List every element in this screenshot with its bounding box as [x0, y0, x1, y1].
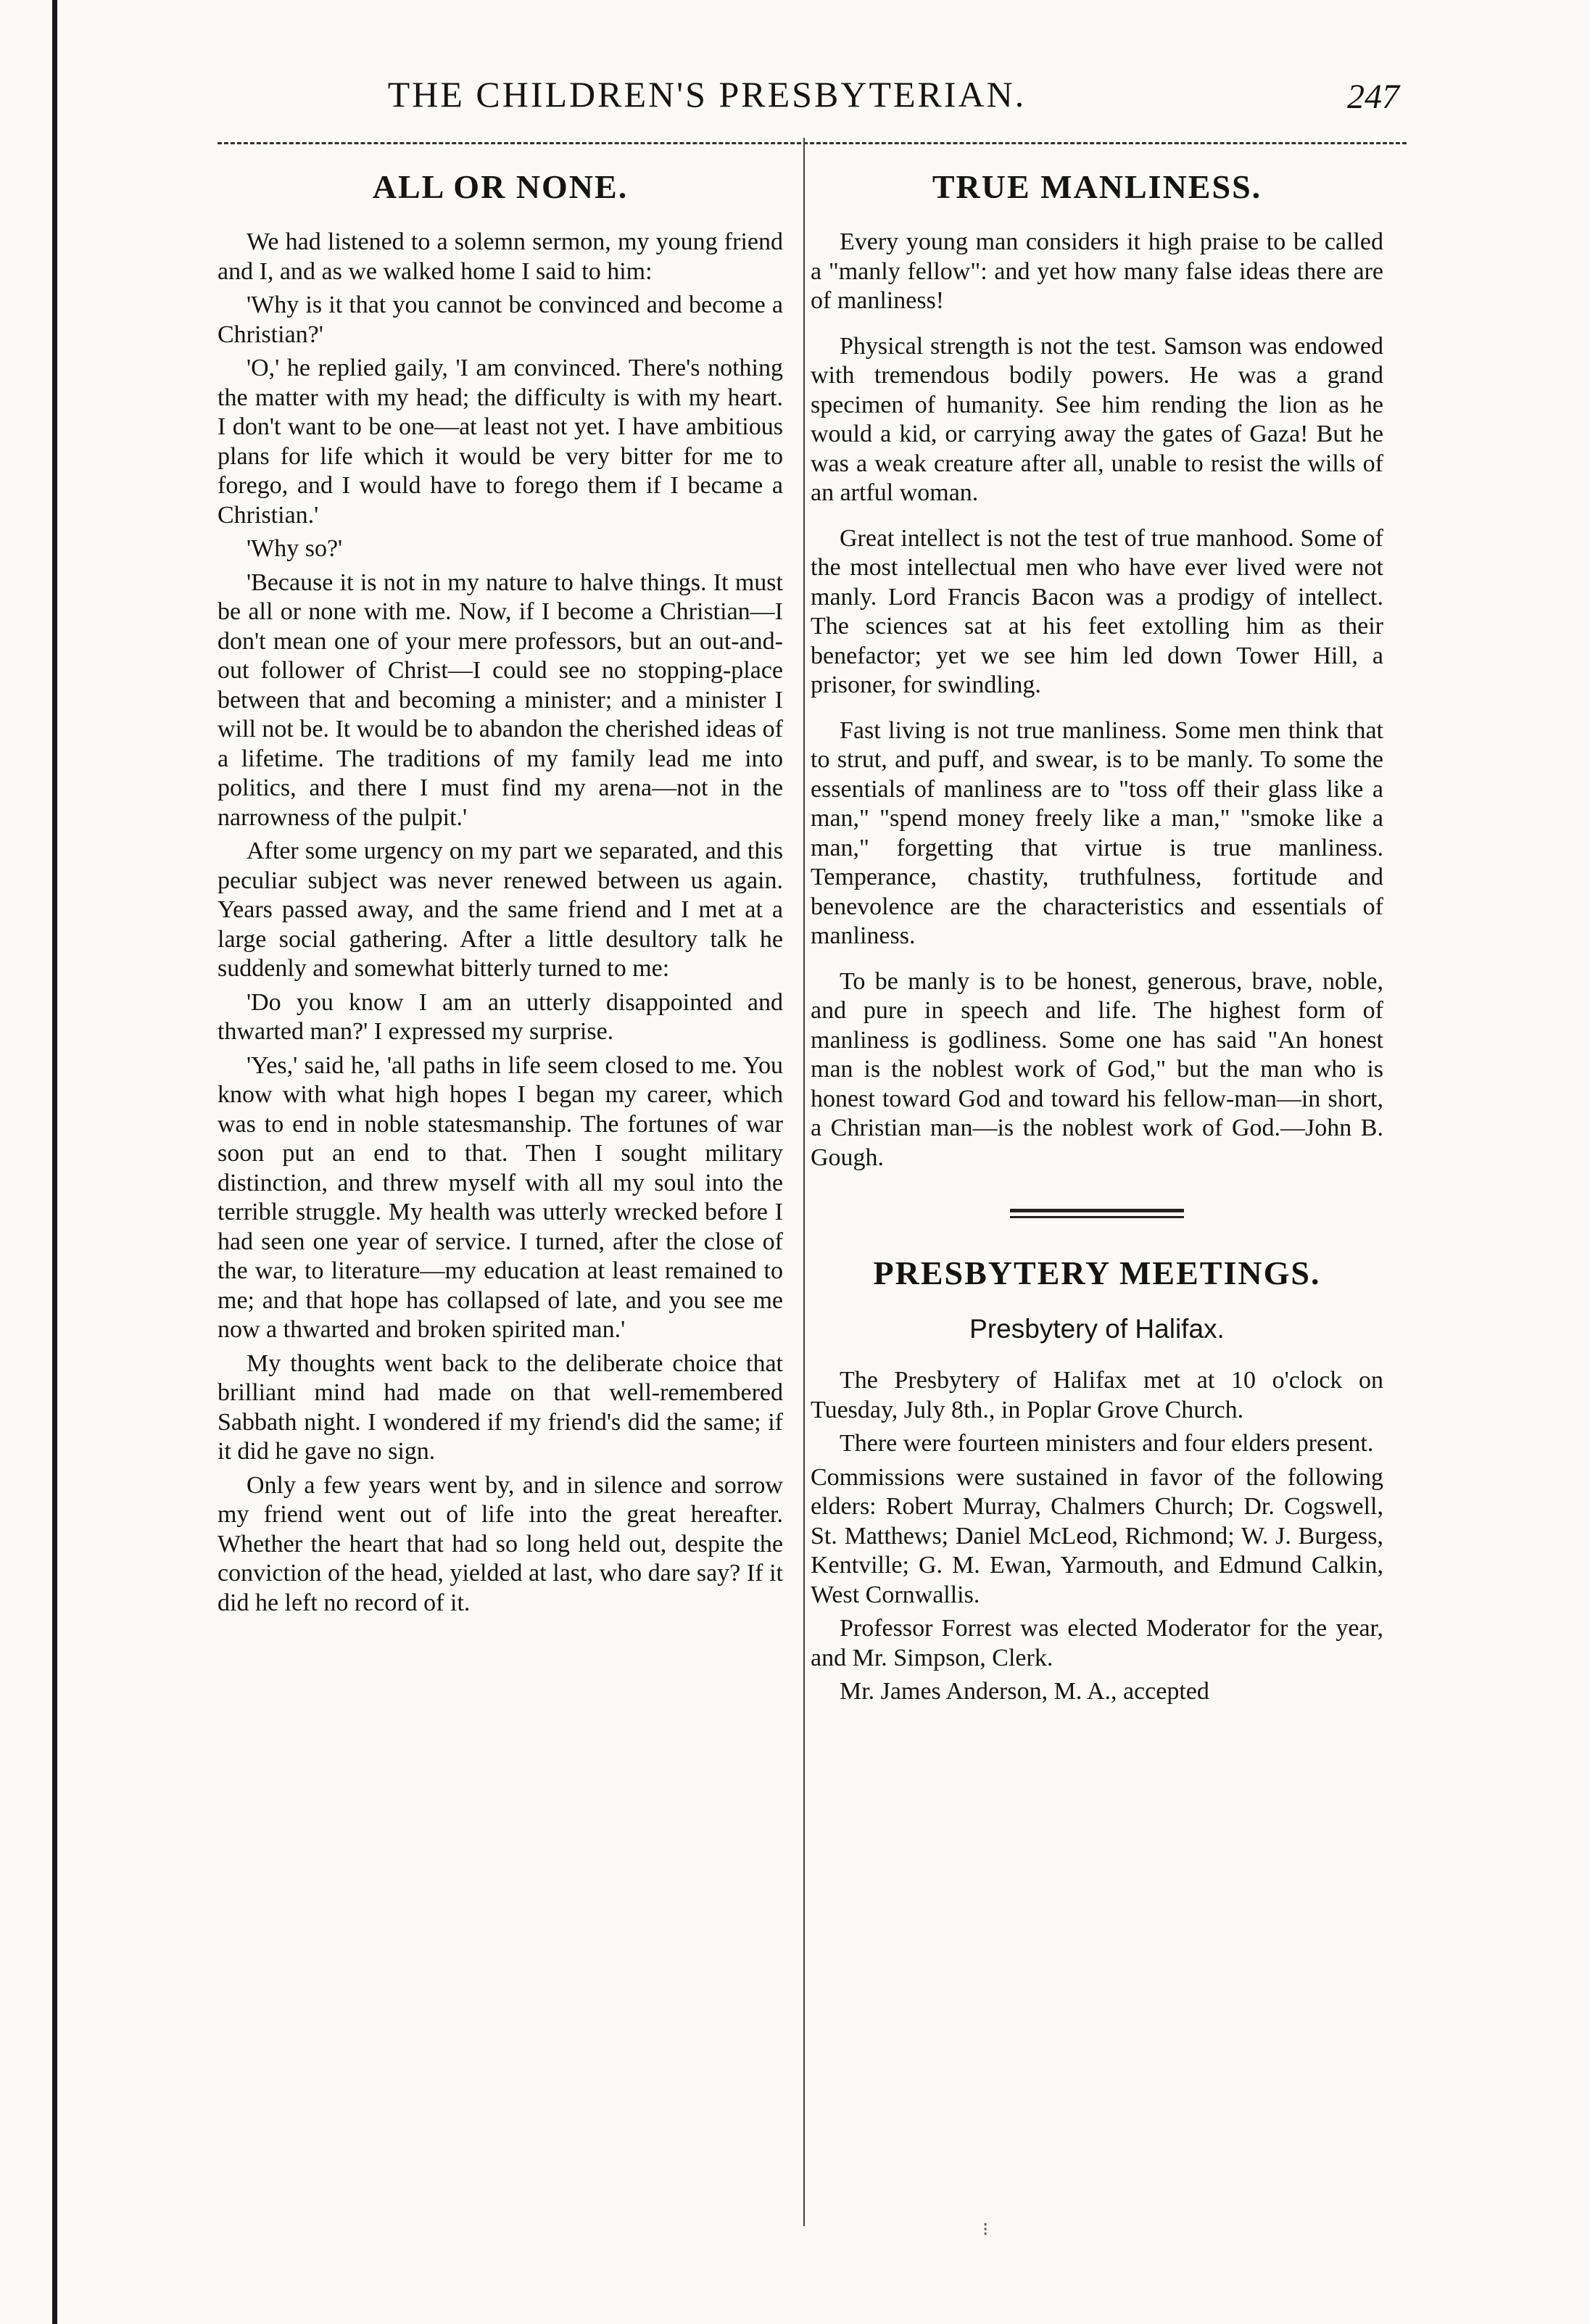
- article-paragraph: To be manly is to be honest, generous, brave, noble, and pure in speech and life. The highest form of manliness is godliness. Some one has said "An honest man is the noblest work of God," but the man who is honest toward God and toward his fellow-man—in short, a Christian man—is the noblest work of God.—John B. Gough.: [811, 967, 1383, 1171]
- article-paragraph: We had listened to a solemn sermon, my young friend and I, and as we walked home I said to him:: [218, 228, 783, 285]
- article-paragraph: Only a few years went by, and in silence and sorrow my friend went out of life into the great hereafter. Whether the heart that had so long held out, despite the conviction of the head, yielded at last, who dare say? If it did he left no record of it.: [218, 1471, 783, 1616]
- article-paragraph: 'O,' he replied gaily, 'I am convinced. There's nothing the matter with my head; the difficulty is with my heart. I don't want to be one—at least not yet. I have ambitious plans for life which it would be very bitter for me to forego, and I would have to forego them if I became a Christian.': [218, 355, 783, 529]
- section-subtitle: Presbytery of Halifax.: [969, 1314, 1225, 1344]
- article-paragraph: 'Why is it that you cannot be convinced and become a Christian?': [218, 291, 783, 348]
- meeting-paragraph: The Presbytery of Halifax met at 10 o'clock on Tuesday, July 8th., in Poplar Grove Church.: [811, 1367, 1383, 1423]
- meeting-paragraph: Mr. James Anderson, M. A., accepted: [840, 1678, 1209, 1705]
- meeting-paragraph: Professor Forrest was elected Moderator for the year, and Mr. Simpson, Clerk.: [811, 1615, 1383, 1671]
- meeting-paragraph: Commissions were sustained in favor of the following elders: Robert Murray, Chalmers Church; Dr. Cogswell, St. Matthews; Daniel McLeod, Richmond; W. J. Burgess, Kentville; G. M. Ewan, Yarmouth, and Edmund Calkin, West Cornwallis.: [811, 1463, 1383, 1608]
- meeting-paragraph: There were fourteen ministers and four elders present.: [840, 1430, 1374, 1457]
- page-number: 247: [1347, 78, 1399, 116]
- page-header: [218, 73, 1414, 131]
- article-paragraph: My thoughts went back to the deliberate choice that brilliant mind had made on that well-remembered Sabbath night. I wondered if my friend's did the same; if it did he gave no sign.: [218, 1349, 783, 1465]
- article-paragraph: Physical strength is not the test. Samson was endowed with tremendous bodily powers. He was a grand specimen of humanity. See him rending the lion as he would a kid, or carrying away the gates of Gaza! But he was a weak creature after all, unable to resist the wills of an artful woman.: [811, 332, 1383, 506]
- section-title-presbytery-meetings: PRESBYTERY MEETINGS.: [873, 1254, 1321, 1291]
- print-speck: ⁝: [982, 2219, 989, 2240]
- header-rule: [218, 142, 1407, 144]
- article-paragraph: Fast living is not true manliness. Some men think that to strut, and puff, and swear, is to be manly. To some the essentials of manliness are to "toss off their glass like a man," "spend money freely like a man," "smoke like a man," forgetting that virtue is true manliness. Temperance, chastity, truthfulness, fortitude and benevolence are the characteristics and essentials of manliness.: [811, 716, 1383, 949]
- article-title-all-or-none: ALL OR NONE.: [372, 168, 629, 205]
- article-paragraph: 'Do you know I am an utterly disappointed and thwarted man?' I expressed my surprise.: [218, 988, 783, 1045]
- article-paragraph: After some urgency on my part we separated, and this peculiar subject was never renewed between us again. Years passed away, and the same friend and I met at a large social gathering. After a little desultory talk he suddenly and somewhat bitterly turned to me:: [218, 838, 783, 982]
- article-paragraph: 'Because it is not in my nature to halve things. It must be all or none with me. Now, if I become a Christian—I don't mean one of your mere professors, but an out-and-out follower of Christ—I could see no stopping-place between that and becoming a minister; and a minister I will not be. It would be to abandon the cherished ideas of a lifetime. The traditions of my family lead me into politics, and there I must find my arena—not in the narrowness of the pulpit.': [218, 568, 783, 831]
- page-binding-edge: [52, 0, 57, 2324]
- right-column: [811, 167, 1383, 1711]
- article-paragraph: 'Why so?': [247, 535, 343, 562]
- article-title-true-manliness: TRUE MANLINESS.: [932, 168, 1262, 205]
- section-divider: [1010, 1209, 1184, 1218]
- article-paragraph: 'Yes,' said he, 'all paths in life seem closed to me. You know with what high hopes I began my career, which was to end in noble statesmanship. The fortunes of war soon put an end to that. Then I sought military distinction, and threw myself with all my soul into the terrible struggle. My health was utterly wrecked before I had seen one year of service. I turned, after the close of the war, to literature—my education at least remained to me; and that hope has collapsed of late, and you see me now a thwarted and broken spirited man.': [218, 1051, 783, 1343]
- column-divider: [803, 138, 805, 2226]
- article-paragraph: Great intellect is not the test of true manhood. Some of the most intellectual men who have ever lived were not manly. Lord Francis Bacon was a prodigy of intellect. The sciences sat at his feet extolling him as their benefactor; yet we see him led down Tower Hill, a prisoner, for swindling.: [811, 524, 1383, 698]
- article-paragraph: Every young man considers it high praise to be called a "manly fellow": and yet how many false ideas there are of manliness!: [811, 228, 1383, 314]
- left-column: [218, 167, 783, 1622]
- running-title: THE CHILDREN'S PRESBYTERIAN.: [387, 74, 1027, 115]
